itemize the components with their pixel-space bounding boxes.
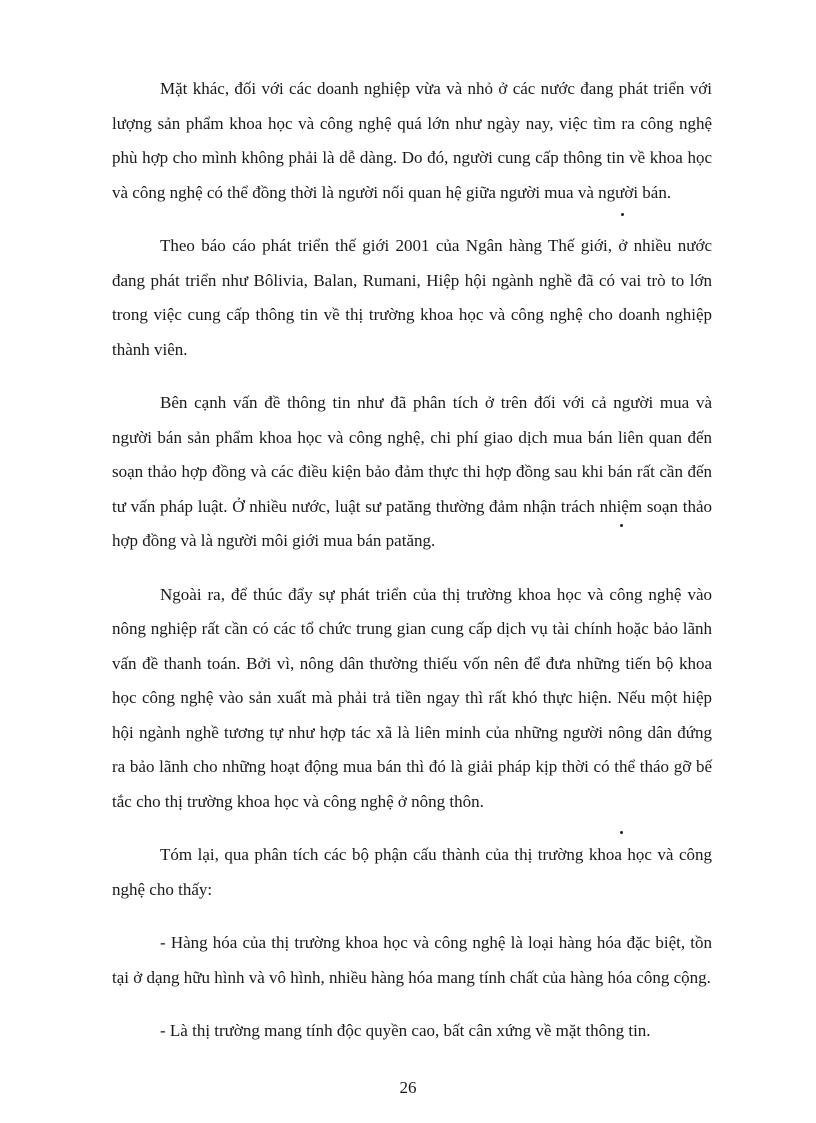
scan-speck: [620, 831, 623, 834]
document-body: [112, 72, 712, 1068]
scan-speck: [620, 524, 623, 527]
bullet-special-goods: - Hàng hóa của thị trường khoa học và công nghệ là loại hàng hóa đặc biệt, tồn tại ở dạng hữu hình và vô hình, nhiều hàng hóa mang tính chất của hàng hóa công cộng.: [112, 933, 712, 987]
paragraph-intermediary-info: Mặt khác, đối với các doanh nghiệp vừa và nhỏ ở các nước đang phát triển với lượng sản phẩm khoa học và công nghệ quá lớn như ngày nay, việc tìm ra công nghệ phù hợp cho mình không phải là dễ dàng. Do đó, người cung cấp thông tin về khoa học và công nghệ có thể đồng thời là người nối quan hệ giữa người mua và người bán.: [112, 79, 712, 202]
paragraph-financial-intermediaries: Ngoài ra, để thúc đẩy sự phát triển của thị trường khoa học và công nghệ vào nông nghiệp rất cần có các tổ chức trung gian cung cấp dịch vụ tài chính hoặc bảo lãnh vấn đề thanh toán. Bởi vì, nông dân thường thiếu vốn nên để đưa những tiến bộ khoa học công nghệ vào sản xuất mà phải trả tiền ngay thì rất khó thực hiện. Nếu một hiệp hội ngành nghề tương tự như hợp tác xã là liên minh của những người nông dân đứng ra bảo lãnh cho những hoạt động mua bán thì đó là giải pháp kịp thời có thể tháo gỡ bế tắc cho thị trường khoa học và công nghệ ở nông thôn.: [112, 584, 712, 811]
paragraph-summary-intro: Tóm lại, qua phân tích các bộ phận cấu thành của thị trường khoa học và công nghệ cho thấy:: [112, 845, 712, 899]
page-number: 26: [399, 1078, 417, 1097]
scan-speck: [621, 213, 624, 216]
bullet-monopoly-market: - Là thị trường mang tính độc quyền cao, bất cân xứng về mặt thông tin.: [160, 1021, 651, 1040]
paragraph-legal-consulting: Bên cạnh vấn đề thông tin như đã phân tích ở trên đối với cả người mua và người bán sản phẩm khoa học và công nghệ, chi phí giao dịch mua bán liên quan đến soạn thảo hợp đồng và các điều kiện bảo đảm thực thi hợp đồng sau khi bán rất cần đến tư vấn pháp luật. Ở nhiều nước, luật sư patăng thường đảm nhận trách nhiệm soạn thảo hợp đồng và là người môi giới mua bán patăng.: [112, 393, 712, 550]
paragraph-world-bank-report: Theo báo cáo phát triển thế giới 2001 của Ngân hàng Thế giới, ở nhiều nước đang phát triển như Bôlivia, Balan, Rumani, Hiệp hội ngành nghề đã có vai trò to lớn trong việc cung cấp thông tin về thị trường khoa học và công nghệ cho doanh nghiệp thành viên.: [112, 236, 712, 359]
